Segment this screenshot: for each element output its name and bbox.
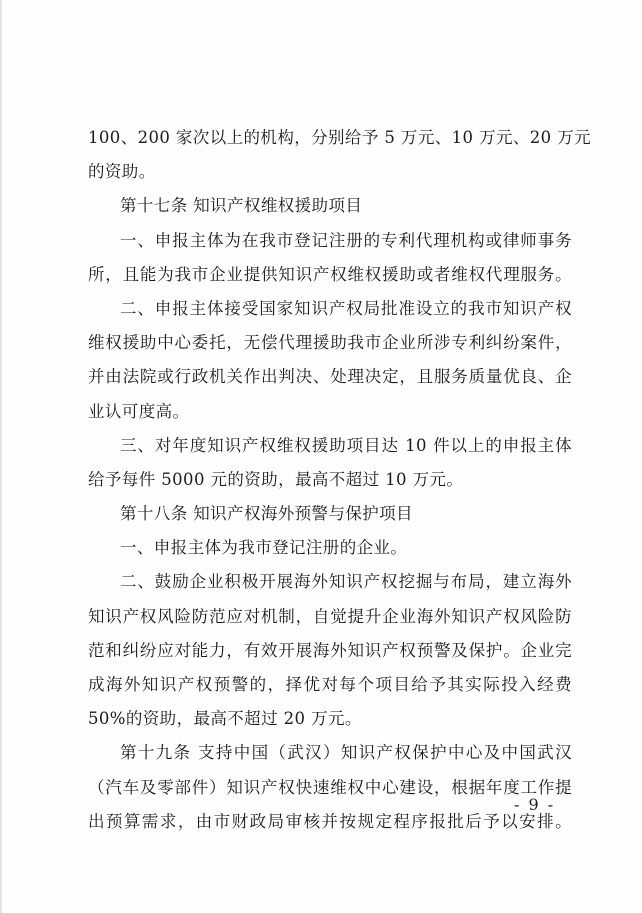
- text-line: （汽车及零部件）知识产权快速维权中心建设，根据年度工作提: [88, 777, 572, 797]
- text-line: 的资助。: [88, 162, 156, 182]
- text-line: 知识产权风险防范应对机制，自觉提升企业海外知识产权风险防: [88, 606, 572, 626]
- text-line: 所，且能为我市企业提供知识产权维权援助或者维权代理服务。: [88, 264, 572, 284]
- page-number: - 9 -: [514, 795, 556, 814]
- text-line: 出预算需求，由市财政局审核并按规定程序报批后予以安排。: [88, 811, 572, 831]
- text-line: 100、200 家次以上的机构，分别给予 5 万元、10 万元、20 万元: [88, 128, 591, 147]
- text-line: 给予每件 5000 元的资助，最高不超过 10 万元。: [88, 469, 464, 489]
- article-heading-18: 第十八条 知识产权海外预警与保护项目: [120, 504, 413, 524]
- text-line: 并由法院或行政机关作出判决、处理决定，且服务质量优良、企: [88, 367, 572, 387]
- text-line: 范和纠纷应对能力，有效开展海外知识产权预警及保护。企业完: [88, 640, 572, 660]
- scan-edge-shadow: [0, 0, 3, 913]
- text-line: 维权援助中心委托，无偿代理援助我市企业所涉专利纠纷案件，: [88, 333, 572, 353]
- text-line: 一、申报主体为在我市登记注册的专利代理机构或律师事务: [120, 230, 572, 250]
- text-line: 三、对年度知识产权维权援助项目达 10 件以上的申报主体: [120, 435, 572, 455]
- article-heading-19: 第十九条 支持中国（武汉）知识产权保护中心及中国武汉: [120, 743, 572, 763]
- article-heading-17: 第十七条 知识产权维权援助项目: [120, 196, 363, 216]
- text-line: 50%的资助，最高不超过 20 万元。: [88, 709, 362, 729]
- text-line: 一、申报主体为我市登记注册的企业。: [120, 538, 408, 558]
- text-line: 成海外知识产权预警的，择优对每个项目给予其实际投入经费: [88, 675, 572, 694]
- text-line: 业认可度高。: [88, 401, 190, 421]
- text-line: 二、鼓励企业积极开展海外知识产权挖掘与布局，建立海外: [120, 572, 572, 592]
- text-line: 二、申报主体接受国家知识产权局批准设立的我市知识产权: [120, 298, 572, 318]
- body-text: [88, 121, 591, 839]
